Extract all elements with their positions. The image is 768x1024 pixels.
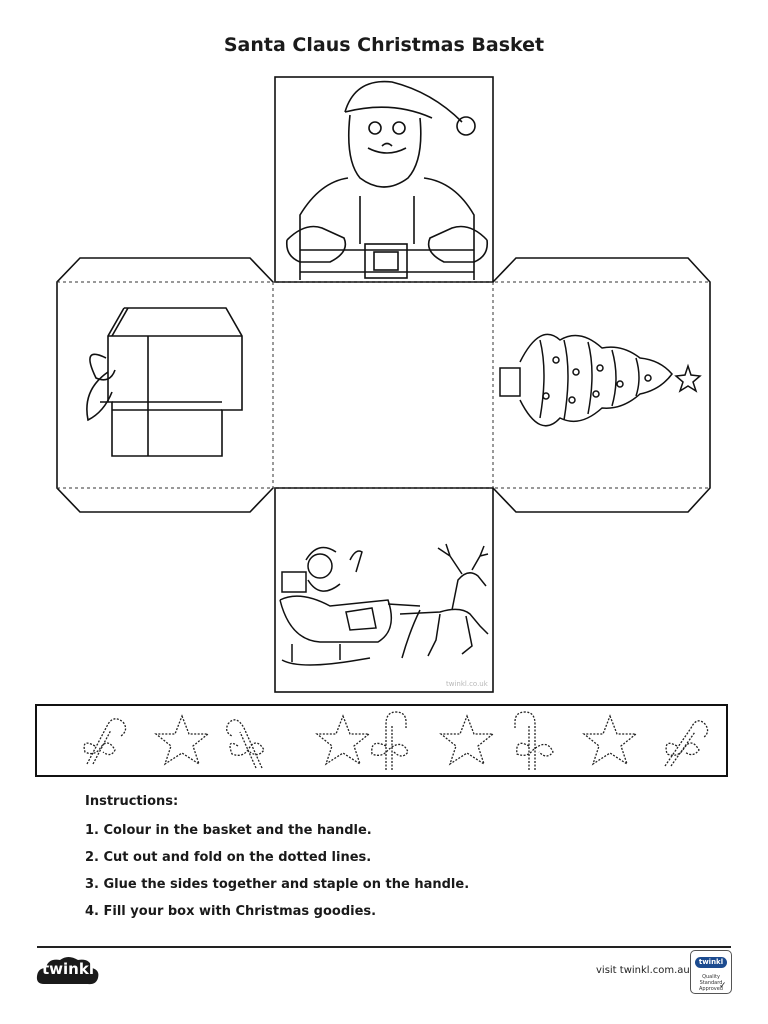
logo-text: twinkl <box>42 960 94 978</box>
candy-cane-icon <box>227 720 264 768</box>
christmas-tree-icon <box>500 334 700 425</box>
candy-cane-icon <box>665 721 708 766</box>
candy-cane-icon <box>515 712 553 770</box>
bottom-panel <box>275 488 493 692</box>
star-icon <box>584 716 636 764</box>
star-icon <box>441 716 493 764</box>
visit-link[interactable]: visit twinkl.com.au <box>596 965 690 976</box>
footer-divider <box>37 946 731 948</box>
candy-cane-icon <box>84 719 125 764</box>
candy-cane-icon <box>372 712 408 770</box>
star-icon <box>317 716 369 764</box>
left-panel <box>57 258 273 512</box>
page-title: Santa Claus Christmas Basket <box>223 34 545 56</box>
check-icon: ✓ <box>719 981 727 991</box>
instructions-heading: Instructions: <box>85 794 179 809</box>
instructions <box>85 794 645 932</box>
quality-badge <box>690 950 732 994</box>
instruction-step: 2. Cut out and fold on the dotted lines. <box>85 850 372 865</box>
badge-name: twinkl <box>695 957 727 968</box>
instruction-step: 1. Colour in the basket and the handle. <box>85 823 372 838</box>
handle-strip <box>35 704 728 777</box>
instruction-step: 4. Fill your box with Christmas goodies. <box>85 904 377 919</box>
santa-sleigh-reindeer-icon <box>280 544 488 665</box>
instruction-step: 3. Glue the sides together and staple on the handle. <box>85 877 470 892</box>
watermark: twinkl.co.uk <box>446 680 488 688</box>
twinkl-logo <box>36 954 100 988</box>
gift-box-icon <box>87 308 242 456</box>
badge-text: Quality Standard Approved <box>699 974 723 992</box>
star-icon <box>156 716 208 764</box>
instructions-list <box>85 824 645 932</box>
right-panel <box>493 258 710 512</box>
santa-icon <box>287 82 487 280</box>
